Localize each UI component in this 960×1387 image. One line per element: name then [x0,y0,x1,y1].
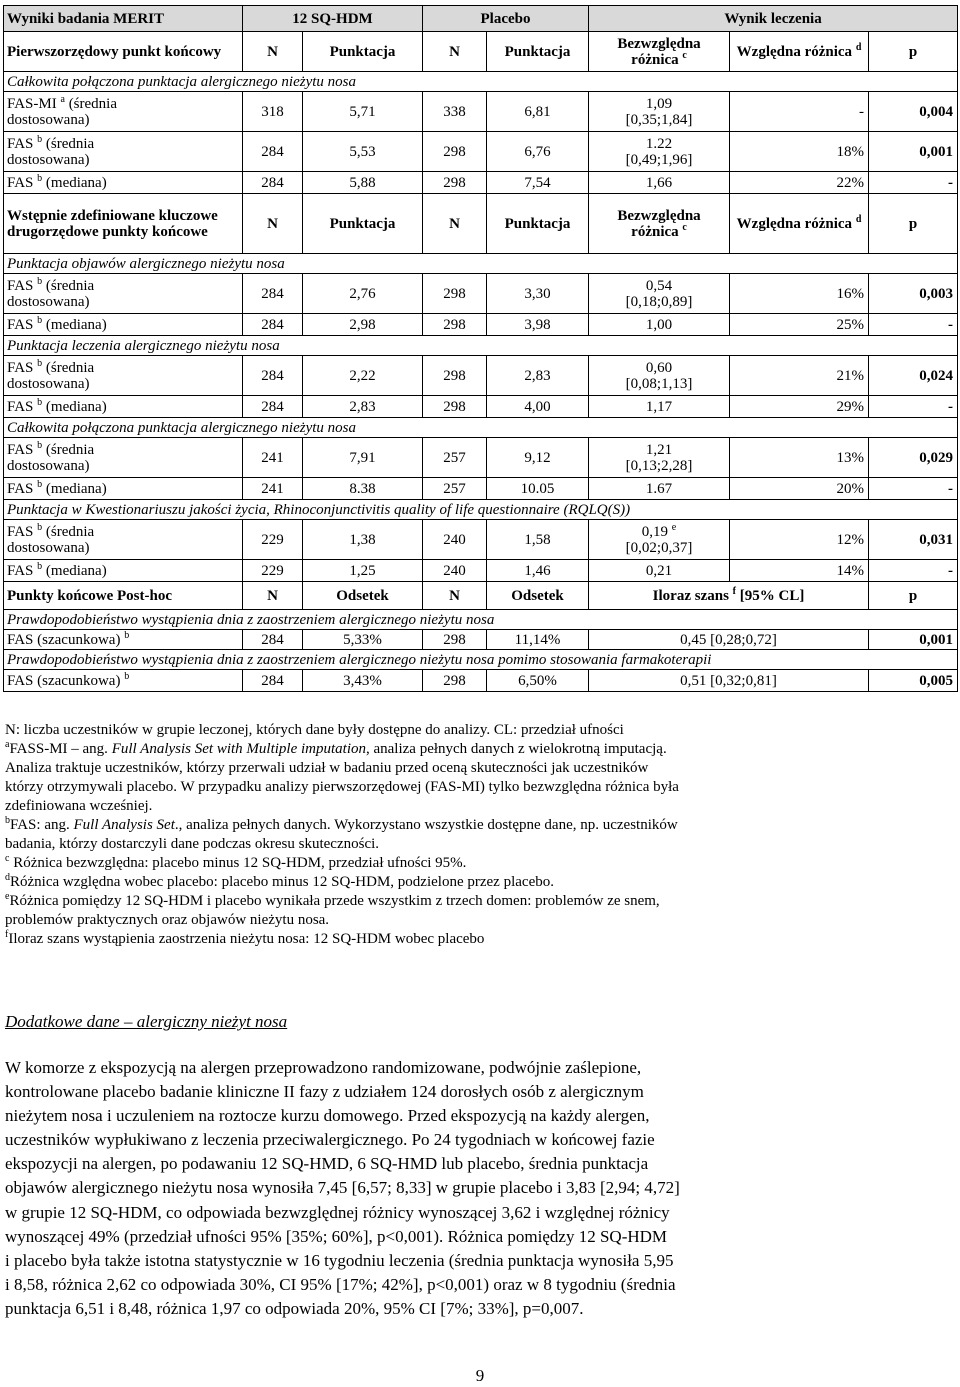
cell-rel-diff: 14% [730,560,869,582]
cell-score: 6,81 [487,92,589,132]
header-rel-diff: Względna różnica $^d$ [730,32,869,72]
cell-rel-diff: 12% [730,520,869,560]
cell-n: 257 [423,478,487,500]
table-row [4,630,958,650]
cell-score: 9,12 [487,438,589,478]
table-row [4,356,958,396]
cell-rel-diff: - [730,92,869,132]
cell-abs-diff: 0,60 [0,08;1,13] [589,356,730,396]
cell-percent: 11,14% [487,630,589,650]
title-outcome: Wynik leczenia [589,6,958,32]
row-label: FAS $^b$ (mediana) [4,314,243,336]
paragraph-line: kontrolowane placebo badanie kliniczne II fazy z udziałem 124 dorosłych osób z alergicznym [5,1082,644,1102]
cell-n: 338 [423,92,487,132]
cell-abs-diff: 1.67 [589,478,730,500]
header-p: p [869,32,958,72]
header-label: Punkty końcowe Post-hoc [4,582,243,610]
cell-score: 7,54 [487,172,589,194]
cell-score: 4,00 [487,396,589,418]
cell-n: 284 [243,274,303,314]
table-footnotes [5,721,955,949]
footnote-a-line: Analiza traktuje uczestników, którzy przerwali udział w badaniu przed oceną skuteczności jak uczestników [5,760,649,776]
cell-rel-diff: 18% [730,132,869,172]
cell-n: 240 [423,560,487,582]
cell-rel-diff: 16% [730,274,869,314]
cell-n: 284 [243,356,303,396]
footnote-a-line: zdefiniowana wcześniej. [5,798,153,814]
section-row [4,418,958,438]
header-n: N [243,32,303,72]
cell-n: 318 [243,92,303,132]
footnote-c: $^c$ Różnica bezwzględna: placebo minus 12 SQ-HDM, przedział ufności 95%. [5,853,467,871]
cell-odds-ratio: 0,51 [0,32;0,81] [589,670,869,692]
section-row [4,650,958,670]
cell-abs-diff: 1,17 [589,396,730,418]
cell-p: 0,005 [869,670,958,692]
cell-score: 2,22 [303,356,423,396]
table-row [4,92,958,132]
row-label: FAS $^b$ (średnia dostosowana) [4,356,243,396]
cell-rel-diff: 25% [730,314,869,336]
cell-n: 229 [243,520,303,560]
paragraph-line: i placebo była także istotna statystycznie w 16 tygodniu leczenia (średnia punktacja wynosiła 5,95 [5,1250,674,1270]
row-label: FAS $^b$ (średnia dostosowana) [4,274,243,314]
cell-n: 298 [423,314,487,336]
header-score: Punktacja [487,194,589,254]
cell-percent: 3,43% [303,670,423,692]
section-label: Całkowita połączona punktacja alergicznego nieżytu nosa [4,418,958,438]
title-study: Wyniki badania MERIT [4,6,243,32]
footnote-b-line: badania, którzy dostarczyli dane podczas okresu skuteczności. [5,836,380,852]
cell-p: 0,001 [869,630,958,650]
cell-n: 284 [243,630,303,650]
cell-score: 8.38 [303,478,423,500]
footnote-d: $^d$Różnica względna wobec placebo: placebo minus 12 SQ-HDM, podzielone przez placebo. [5,872,554,890]
paragraph-line: punktacja 6,51 i 8,48, różnica 1,97 co odpowiada 20%, 95% CI [7%; 33%], p=0,007. [5,1298,584,1318]
footnote-e: $^e$Różnica pomiędzy 12 SQ-HDM i placebo wynikała przede wszystkim z trzech domen: problemów ze snem, [5,891,660,909]
cell-rel-diff: 29% [730,396,869,418]
cell-abs-diff: 0,54 [0,18;0,89] [589,274,730,314]
title-group-12sq: 12 SQ-HDM [243,6,423,32]
paragraph-line: ekspozycji na alergen, po podawaniu 12 SQ-HMD, 6 SQ-HMD lub placebo, średnia punktacja [5,1154,649,1174]
cell-percent: 6,50% [487,670,589,692]
cell-rel-diff: 13% [730,438,869,478]
header-n: N [423,194,487,254]
section-label: Prawdopodobieństwo wystąpienia dnia z zaostrzeniem alergicznego nieżytu nosa [4,610,958,630]
cell-p: 0,004 [869,92,958,132]
cell-n: 284 [243,314,303,336]
cell-score: 5,53 [303,132,423,172]
cell-p: - [869,396,958,418]
cell-score: 3,30 [487,274,589,314]
table-row [4,396,958,418]
section-label: Punktacja objawów alergicznego nieżytu nosa [4,254,958,274]
cell-p: 0,001 [869,132,958,172]
row-label: FAS-MI $^a$ (średnia dostosowana) [4,92,243,132]
cell-rel-diff: 20% [730,478,869,500]
header-percent: Odsetek [303,582,423,610]
cell-score: 1,25 [303,560,423,582]
header-n: N [423,582,487,610]
section-label: Całkowita połączona punktacja alergicznego nieżytu nosa [4,72,958,92]
cell-score: 2,83 [487,356,589,396]
header-score: Punktacja [303,32,423,72]
cell-score: 2,83 [303,396,423,418]
cell-n: 240 [423,520,487,560]
cell-score: 1,46 [487,560,589,582]
cell-abs-diff: 1.22 [0,49;1,96] [589,132,730,172]
header-p: p [869,582,958,610]
cell-score: 6,76 [487,132,589,172]
footnote-n: N: liczba uczestników w grupie leczonej, których dane były dostępne do analizy. CL: przedział ufności [5,722,624,738]
footnote-a-line: którzy otrzymywali placebo. W przypadku analizy pierwszorzędowej (FAS-MI) tylko bezwzględna różnica była [5,779,679,795]
header-abs-diff: Bezwzględna różnica $^c$ [589,194,730,254]
header-rel-diff: Względna różnica $^d$ [730,194,869,254]
cell-odds-ratio: 0,45 [0,28;0,72] [589,630,869,650]
paragraph-line: uczestników wypłukiwano z leczenia przeciwalergicznego. Po 24 tygodniach w końcowej fazie [5,1130,655,1150]
cell-abs-diff: 1,66 [589,172,730,194]
cell-abs-diff: 0,21 [589,560,730,582]
row-label: FAS $^b$ (średnia dostosowana) [4,520,243,560]
table-title-row [4,6,958,32]
cell-percent: 5,33% [303,630,423,650]
cell-n: 298 [423,274,487,314]
cell-n: 229 [243,560,303,582]
header-abs-diff: Bezwzględna różnica $^c$ [589,32,730,72]
cell-n: 284 [243,132,303,172]
paragraph-line: objawów alergicznego nieżytu nosa wynosiła 7,45 [6,57; 8,33] w grupie placebo i 3,83 [2,94; 4,72] [5,1178,680,1198]
section-row [4,254,958,274]
header-p: p [869,194,958,254]
table-row [4,560,958,582]
header-label: Pierwszorzędowy punkt końcowy [4,32,243,72]
cell-p: 0,031 [869,520,958,560]
cell-n: 241 [243,438,303,478]
paragraph-line: i 8,58, różnica 2,62 co odpowiada 30%, CI 95% [17%; 42%], p<0,001) oraz w 8 tygodniu (średnia [5,1274,676,1294]
cell-p: - [869,172,958,194]
row-label: FAS $^b$ (mediana) [4,560,243,582]
header-n: N [243,194,303,254]
cell-rel-diff: 22% [730,172,869,194]
cell-n: 298 [423,630,487,650]
section-heading: Dodatkowe dane – alergiczny nieżyt nosa [5,1012,288,1031]
cell-p: - [869,560,958,582]
cell-abs-diff: 1,21 [0,13;2,28] [589,438,730,478]
header-label: Wstępnie zdefiniowane kluczowe drugorzędowe punkty końcowe [4,194,243,254]
cell-n: 298 [423,132,487,172]
header-row-primary [4,32,958,72]
paragraph-line: w grupie 12 SQ-HDM, co odpowiada bezwzględnej różnicy wynoszącej 3,62 i względnej różnicy [5,1202,670,1222]
row-label: FAS $^b$ (mediana) [4,478,243,500]
table-row [4,438,958,478]
paragraph-line: W komorze z ekspozycją na alergen przeprowadzono randomizowane, podwójnie zaślepione, [5,1058,642,1077]
header-odds-ratio: Iloraz szans $^f$ [95% CL] [589,582,869,610]
cell-p: - [869,478,958,500]
section-label: Punktacja w Kwestionariuszu jakości życia, Rhinoconjunctivitis quality of life questionnaire (RQLQ(S)) [4,500,958,520]
section-row [4,72,958,92]
section-row [4,500,958,520]
header-row-posthoc [4,582,958,610]
cell-score: 1,58 [487,520,589,560]
footnote-f: $^f$Iloraz szans wystąpienia zaostrzenia nieżytu nosa: 12 SQ-HDM wobec placebo [5,929,485,947]
footnote-a: $^a$FASS-MI – ang. Full Analysis Set with Multiple imputation, analiza pełnych danych z wielokrotną imputacją. [5,739,667,757]
body-paragraph [5,1056,905,1321]
cell-p: 0,003 [869,274,958,314]
cell-n: 298 [423,356,487,396]
cell-n: 241 [243,478,303,500]
table-row [4,314,958,336]
cell-abs-diff: 0,19 $^e$ [0,02;0,37] [589,520,730,560]
header-score: Punktacja [487,32,589,72]
section-label: Prawdopodobieństwo wystąpienia dnia z zaostrzeniem alergicznego nieżytu nosa pomimo stosowania farmakoterapii [4,650,958,670]
paragraph-line: nieżytem nosa i uczuleniem na roztocze kurzu domowego. Przed ekspozycją na każdy alergen, [5,1106,650,1126]
cell-n: 298 [423,670,487,692]
table-row [4,520,958,560]
cell-score: 2,76 [303,274,423,314]
row-label: FAS (szacunkowa) $^b$ [4,670,243,692]
cell-rel-diff: 21% [730,356,869,396]
header-score: Punktacja [303,194,423,254]
cell-n: 257 [423,438,487,478]
cell-p: 0,029 [869,438,958,478]
cell-n: 284 [243,670,303,692]
cell-score: 3,98 [487,314,589,336]
cell-n: 298 [423,396,487,418]
cell-score: 2,98 [303,314,423,336]
cell-p: - [869,314,958,336]
cell-score: 5,88 [303,172,423,194]
cell-abs-diff: 1,09 [0,35;1,84] [589,92,730,132]
row-label: FAS (szacunkowa) $^b$ [4,630,243,650]
row-label: FAS $^b$ (mediana) [4,172,243,194]
table-row [4,670,958,692]
row-label: FAS $^b$ (mediana) [4,396,243,418]
footnote-e-line: problemów praktycznych oraz objawów nieżytu nosa. [5,912,330,928]
cell-score: 1,38 [303,520,423,560]
cell-score: 7,91 [303,438,423,478]
table-row [4,274,958,314]
footnote-b: $^b$FAS: ang. Full Analysis Set., analiza pełnych danych. Wykorzystano wszystkie dostępne dane, np. uczestników [5,815,678,833]
cell-score: 5,71 [303,92,423,132]
header-n: N [423,32,487,72]
cell-p: 0,024 [869,356,958,396]
page-number: 9 [475,1366,485,1385]
section-label: Punktacja leczenia alergicznego nieżytu nosa [4,336,958,356]
cell-n: 298 [423,172,487,194]
cell-score: 10.05 [487,478,589,500]
table-row [4,132,958,172]
cell-abs-diff: 1,00 [589,314,730,336]
row-label: FAS $^b$ (średnia dostosowana) [4,438,243,478]
header-row-secondary [4,194,958,254]
cell-n: 284 [243,396,303,418]
section-row [4,336,958,356]
cell-n: 284 [243,172,303,194]
section-row [4,610,958,630]
header-percent: Odsetek [487,582,589,610]
table-row [4,172,958,194]
header-n: N [243,582,303,610]
title-group-placebo: Placebo [423,6,589,32]
table-row [4,478,958,500]
paragraph-line: wynoszącej 49% (przedział ufności 95% [35%; 60%], p<0,001). Różnica pomiędzy 12 SQ-HDM [5,1226,668,1246]
results-table [3,5,958,692]
row-label: FAS $^b$ (średnia dostosowana) [4,132,243,172]
